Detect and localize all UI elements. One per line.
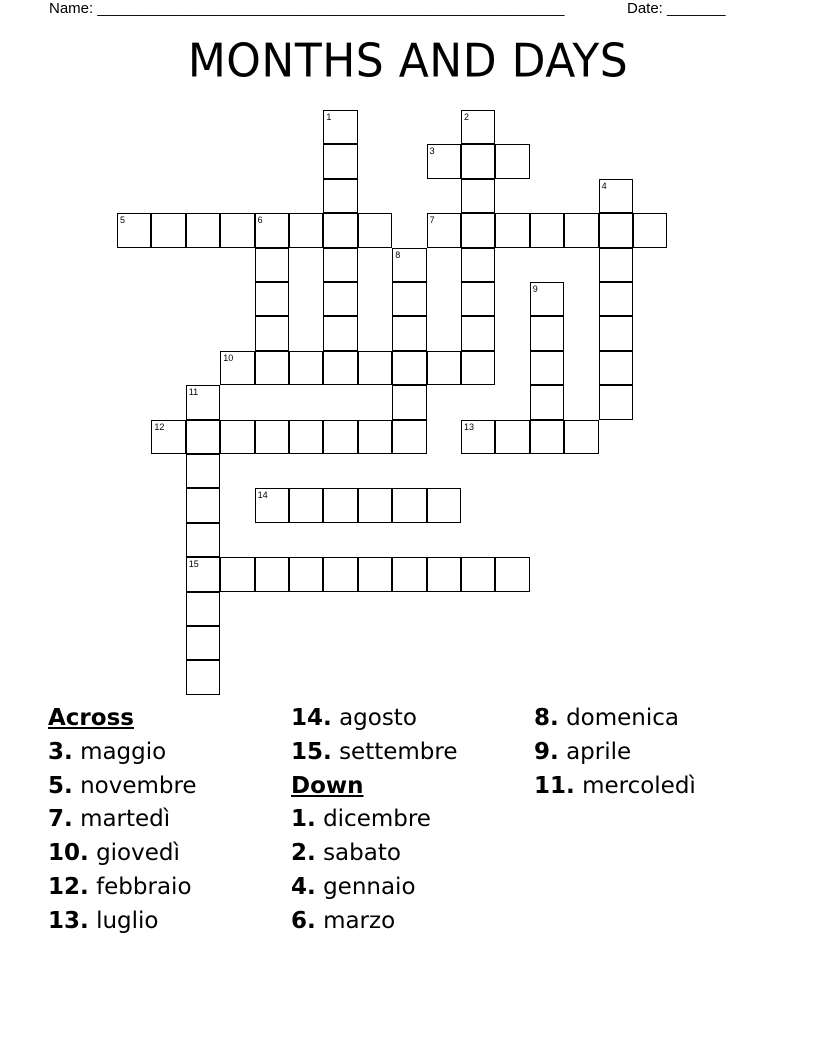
- grid-cell[interactable]: [151, 420, 185, 454]
- clue-item: [534, 772, 696, 806]
- clue-item-number: 14.: [291, 705, 332, 731]
- grid-cell[interactable]: [461, 248, 495, 282]
- grid-cell[interactable]: [358, 488, 392, 522]
- grid-cell[interactable]: [151, 213, 185, 247]
- grid-cell[interactable]: [289, 351, 323, 385]
- grid-cell[interactable]: [427, 557, 461, 591]
- clue-section-heading: [48, 704, 197, 738]
- clue-item: [48, 738, 197, 772]
- grid-cell[interactable]: [392, 557, 426, 591]
- clue-item-number: 10.: [48, 840, 89, 867]
- clue-number: 8: [395, 249, 401, 260]
- clue-item-text: agosto: [339, 705, 417, 731]
- clue-number: 11: [188, 387, 199, 398]
- grid-cell[interactable]: [220, 557, 254, 591]
- grid-cell[interactable]: [255, 488, 289, 522]
- clue-number: 2: [464, 112, 470, 122]
- clue-item-number: 6.: [291, 907, 316, 934]
- clue-item-text: aprile: [566, 738, 632, 765]
- grid-cell[interactable]: [392, 385, 426, 419]
- grid-cell[interactable]: [530, 385, 564, 419]
- grid-cell[interactable]: [358, 420, 392, 454]
- grid-cell[interactable]: [427, 488, 461, 522]
- clue-item-text: novembre: [80, 772, 197, 799]
- clue-item-text: martedì: [80, 806, 171, 833]
- clue-item-number: 8.: [534, 705, 559, 731]
- grid-cell[interactable]: [427, 144, 461, 178]
- grid-cell[interactable]: [530, 282, 564, 316]
- grid-cell[interactable]: [461, 110, 495, 144]
- clue-item: [534, 738, 696, 772]
- clue-number: 6: [257, 215, 263, 226]
- grid-cell[interactable]: [186, 385, 220, 419]
- grid-cell[interactable]: [599, 316, 633, 350]
- grid-cell[interactable]: [186, 626, 220, 660]
- grid-cell[interactable]: [461, 179, 495, 213]
- grid-cell[interactable]: [530, 420, 564, 454]
- grid-cell[interactable]: [495, 213, 529, 247]
- grid-cell[interactable]: [461, 144, 495, 178]
- grid-cell[interactable]: [323, 351, 357, 385]
- clue-number: 7: [429, 215, 435, 226]
- clue-item-text: dicembre: [323, 806, 431, 833]
- grid-cell[interactable]: [599, 351, 633, 385]
- grid-cell[interactable]: [117, 213, 151, 247]
- grid-cell[interactable]: [461, 557, 495, 591]
- grid-cell[interactable]: [599, 179, 633, 213]
- grid-cell[interactable]: [323, 316, 357, 350]
- grid-cell[interactable]: [323, 282, 357, 316]
- grid-cell[interactable]: [599, 385, 633, 419]
- grid-cell[interactable]: [392, 420, 426, 454]
- grid-cell[interactable]: [599, 213, 633, 247]
- clue-item-text: domenica: [566, 705, 679, 731]
- clue-section-heading: [291, 772, 458, 806]
- grid-cell[interactable]: [323, 110, 357, 144]
- clue-number: 4: [601, 180, 607, 191]
- clue-number: 10: [223, 352, 234, 363]
- grid-cell[interactable]: [289, 420, 323, 454]
- grid-cell[interactable]: [461, 351, 495, 385]
- clue-item-number: 7.: [48, 806, 73, 833]
- clue-item-text: marzo: [323, 907, 396, 934]
- clue-column-2: [291, 704, 458, 941]
- clue-number: 15: [188, 559, 199, 570]
- clue-item: [291, 839, 458, 873]
- grid-cell[interactable]: [220, 213, 254, 247]
- grid-cell[interactable]: [495, 144, 529, 178]
- grid-cell[interactable]: [186, 523, 220, 557]
- page-title: MONTHS AND DAYS: [187, 34, 629, 89]
- grid-cell[interactable]: [358, 351, 392, 385]
- clue-heading-text: Down: [291, 772, 364, 799]
- grid-cell[interactable]: [392, 351, 426, 385]
- clue-item-number: 11.: [534, 772, 575, 799]
- grid-cell[interactable]: [255, 248, 289, 282]
- clue-item-text: gennaio: [323, 873, 416, 900]
- grid-cell[interactable]: [323, 144, 357, 178]
- grid-cell[interactable]: [495, 420, 529, 454]
- clue-item-text: mercoledì: [582, 772, 696, 799]
- grid-cell[interactable]: [427, 351, 461, 385]
- clue-item: [48, 805, 197, 839]
- grid-cell[interactable]: [255, 316, 289, 350]
- clue-item: [48, 873, 197, 907]
- clue-item: [48, 839, 197, 873]
- grid-cell[interactable]: [564, 213, 598, 247]
- clue-heading-text: Across: [48, 705, 134, 731]
- grid-cell[interactable]: [255, 420, 289, 454]
- grid-cell[interactable]: [323, 488, 357, 522]
- grid-cell[interactable]: [255, 282, 289, 316]
- grid-cell[interactable]: [186, 420, 220, 454]
- clue-item-number: 5.: [48, 772, 73, 799]
- grid-cell[interactable]: [530, 351, 564, 385]
- grid-cell[interactable]: [495, 557, 529, 591]
- clue-item-number: 13.: [48, 907, 89, 934]
- clue-column-1: [48, 704, 197, 941]
- clue-item: [291, 805, 458, 839]
- clue-item-number: 12.: [48, 873, 89, 900]
- grid-cell[interactable]: [186, 660, 220, 694]
- clue-number: 5: [120, 215, 126, 226]
- grid-cell[interactable]: [289, 213, 323, 247]
- name-field-label: Name: ________________________________________________________: [49, 0, 565, 17]
- clue-item-number: 1.: [291, 806, 316, 833]
- grid-cell[interactable]: [358, 557, 392, 591]
- grid-cell[interactable]: [323, 179, 357, 213]
- clue-item: [291, 704, 458, 738]
- grid-cell[interactable]: [323, 420, 357, 454]
- clue-number: 3: [429, 146, 435, 157]
- clue-item: [534, 704, 696, 738]
- grid-cell[interactable]: [392, 248, 426, 282]
- grid-cell[interactable]: [255, 557, 289, 591]
- grid-cell[interactable]: [392, 282, 426, 316]
- clue-number: 12: [154, 421, 165, 432]
- grid-cell[interactable]: [255, 351, 289, 385]
- clue-item-number: 15.: [291, 738, 332, 765]
- clue-item-number: 2.: [291, 840, 316, 867]
- grid-cell[interactable]: [392, 316, 426, 350]
- grid-cell[interactable]: [461, 213, 495, 247]
- grid-cell[interactable]: [461, 420, 495, 454]
- clue-item-number: 3.: [48, 738, 73, 765]
- date-field-label: Date: _______: [627, 0, 726, 17]
- grid-cell[interactable]: [323, 248, 357, 282]
- grid-cell[interactable]: [186, 213, 220, 247]
- grid-cell[interactable]: [186, 454, 220, 488]
- clue-item-text: maggio: [80, 738, 167, 765]
- clue-item: [291, 738, 458, 772]
- clue-number: 1: [326, 112, 332, 122]
- grid-cell[interactable]: [186, 592, 220, 626]
- grid-cell[interactable]: [530, 213, 564, 247]
- clue-number: 9: [532, 284, 538, 294]
- clue-item-number: 9.: [534, 738, 559, 765]
- grid-cell[interactable]: [255, 213, 289, 247]
- grid-cell[interactable]: [323, 213, 357, 247]
- grid-cell[interactable]: [186, 488, 220, 522]
- grid-cell[interactable]: [599, 282, 633, 316]
- grid-cell[interactable]: [461, 282, 495, 316]
- clue-item-number: 4.: [291, 873, 316, 900]
- grid-cell[interactable]: [289, 488, 323, 522]
- clue-item-text: luglio: [96, 907, 159, 934]
- grid-cell[interactable]: [633, 213, 667, 247]
- grid-cell[interactable]: [427, 213, 461, 247]
- clue-item: [48, 772, 197, 806]
- clue-item-text: febbraio: [96, 873, 192, 900]
- clue-number: 14: [257, 490, 268, 501]
- clue-column-3: [534, 704, 696, 805]
- clue-item: [291, 907, 458, 941]
- clue-number: 13: [464, 421, 475, 432]
- grid-cell[interactable]: [599, 248, 633, 282]
- clue-item: [48, 907, 197, 941]
- clue-item-text: giovedì: [96, 840, 180, 867]
- grid-cell[interactable]: [323, 557, 357, 591]
- grid-cell[interactable]: [564, 420, 598, 454]
- clue-item: [291, 873, 458, 907]
- grid-cell[interactable]: [289, 557, 323, 591]
- grid-cell[interactable]: [392, 488, 426, 522]
- grid-cell[interactable]: [220, 420, 254, 454]
- grid-cell[interactable]: [530, 316, 564, 350]
- clue-item-text: sabato: [323, 840, 401, 867]
- grid-cell[interactable]: [358, 213, 392, 247]
- clue-item-text: settembre: [339, 738, 458, 765]
- grid-cell[interactable]: [186, 557, 220, 591]
- grid-cell[interactable]: [461, 316, 495, 350]
- grid-cell[interactable]: [220, 351, 254, 385]
